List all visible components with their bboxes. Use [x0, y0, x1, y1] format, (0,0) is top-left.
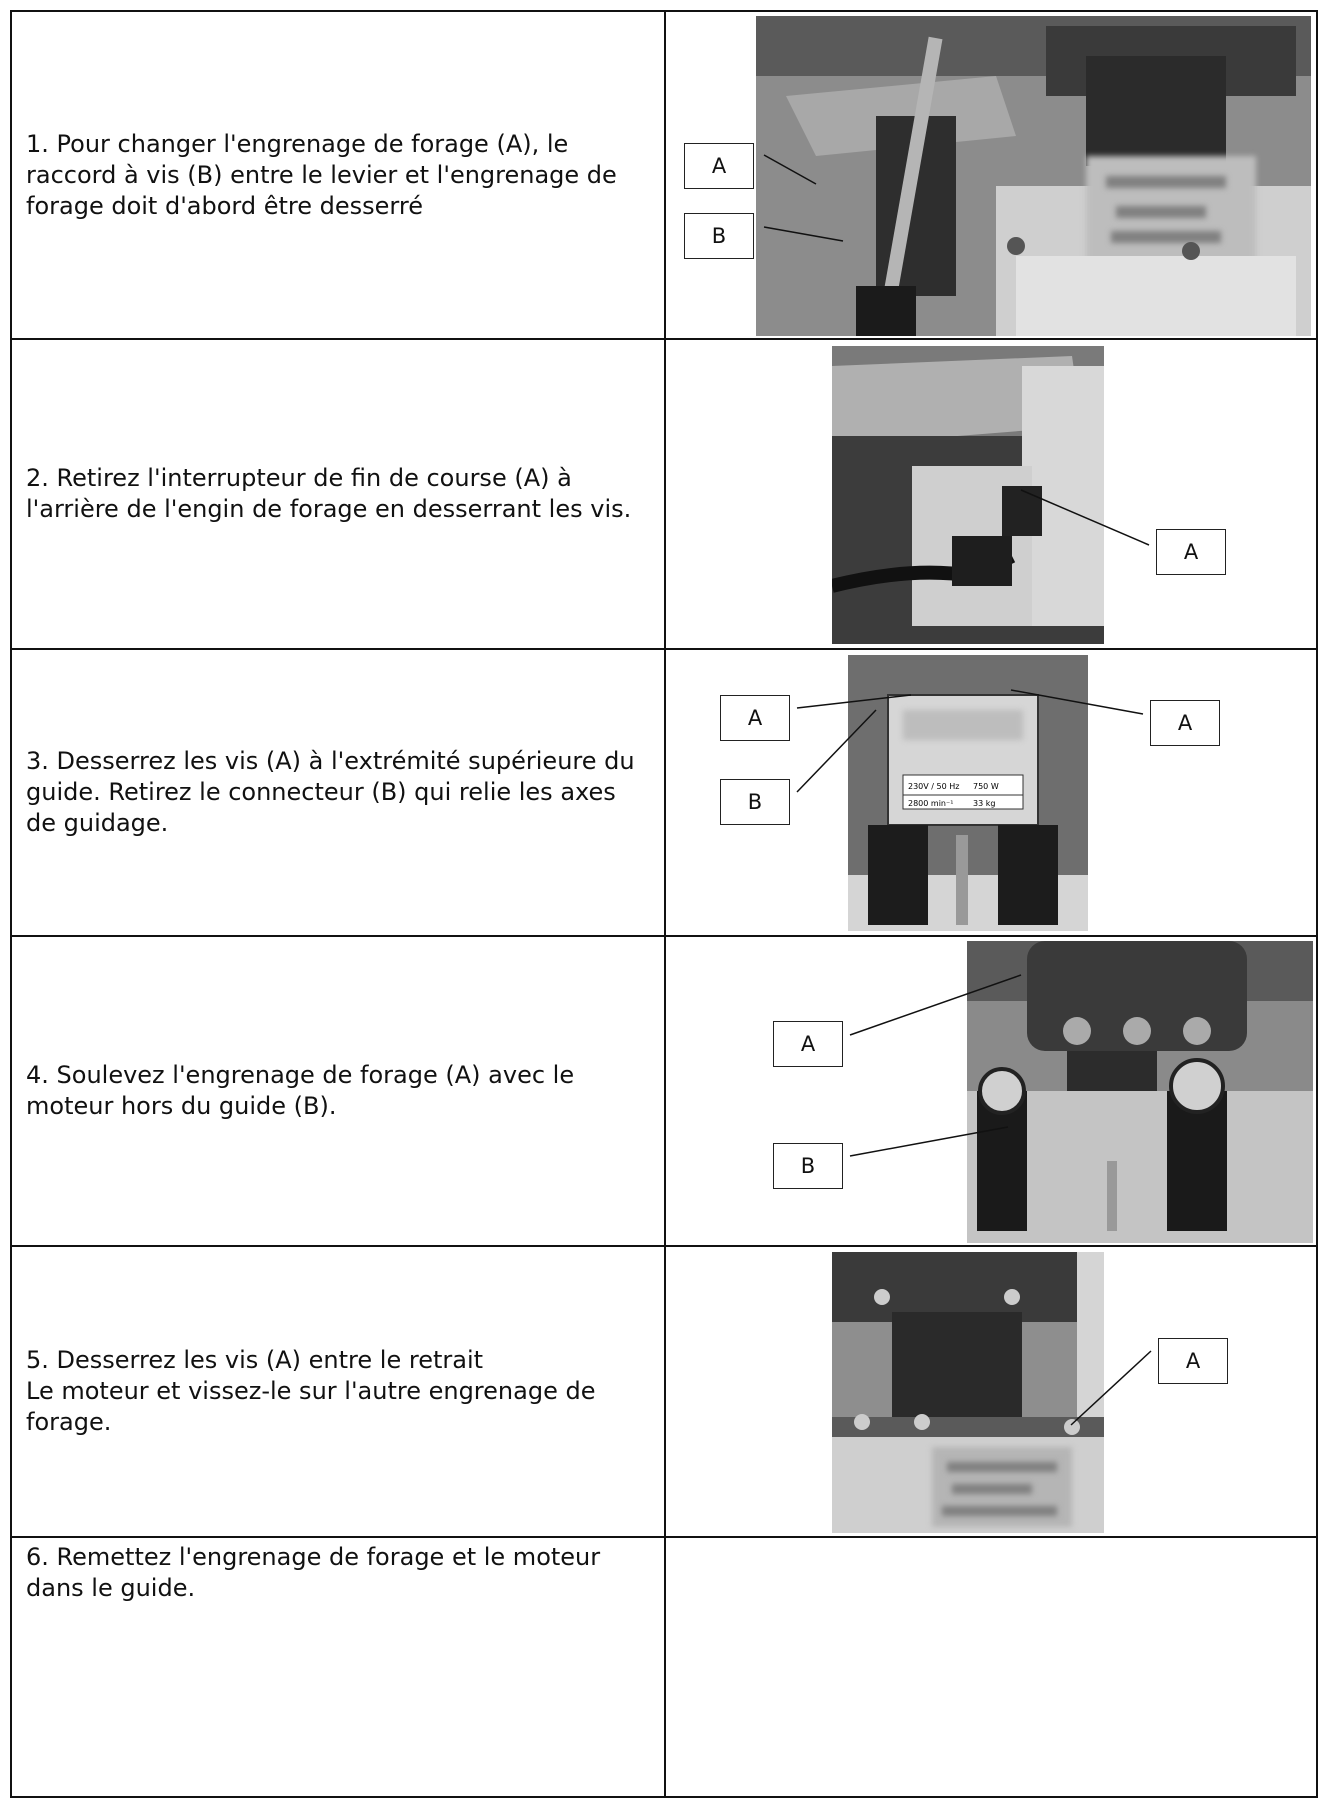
step-1-text: 1. Pour changer l'engrenage de forage (A), le raccord à vis (B) entre le levier et l'engrenage de forage doit d'abord être desserré [26, 129, 617, 220]
callout-label-a: A [1158, 1338, 1228, 1384]
step-image-cell [665, 936, 1317, 1246]
step-row-2 [11, 339, 1317, 649]
step-3-photo [848, 655, 1088, 931]
plate-voltage: 230V / 50 Hz [908, 782, 960, 791]
step-6-text: 6. Remettez l'engrenage de forage et le moteur dans le guide. [26, 1543, 601, 1602]
motor-screws-photo [832, 1252, 1104, 1533]
callout-label-b: B [773, 1143, 843, 1189]
step-row-6 [11, 1537, 1317, 1797]
callout-label-a: A [684, 143, 754, 189]
callout-label-a: A [720, 695, 790, 741]
guide-connector-photo [848, 655, 1088, 931]
step-1-photo [756, 16, 1311, 336]
step-2-text: 2. Retirez l'interrupteur de fin de course (A) à l'arrière de l'engin de forage en desserrant les vis. [26, 464, 632, 523]
callout-label-b: B [720, 779, 790, 825]
callout-label-a-right: A [1150, 700, 1220, 746]
step-text-cell [11, 1537, 665, 1797]
step-text-cell [11, 1246, 665, 1537]
step-text-cell [11, 936, 665, 1246]
step-row-4 [11, 936, 1317, 1246]
step-text-cell [11, 339, 665, 649]
step-row-5 [11, 1246, 1317, 1537]
step-text-cell [11, 11, 665, 339]
step-image-cell [665, 1537, 1317, 1797]
instruction-table [10, 10, 1318, 1798]
step-4-text: 4. Soulevez l'engrenage de forage (A) avec le moteur hors du guide (B). [26, 1061, 575, 1120]
lift-gear-photo [967, 941, 1313, 1243]
callout-label-a: A [1156, 529, 1226, 575]
drill-gear-photo [756, 16, 1311, 336]
plate-speed: 2800 min⁻¹ [908, 799, 954, 808]
step-row-1 [11, 11, 1317, 339]
callout-label-b: B [684, 213, 754, 259]
limit-switch-photo [832, 346, 1104, 644]
step-text-cell [11, 649, 665, 936]
plate-weight: 33 kg [973, 799, 996, 808]
step-2-photo [832, 346, 1104, 644]
step-image-cell [665, 649, 1317, 936]
callout-label-a: A [773, 1021, 843, 1067]
step-5-text: 5. Desserrez les vis (A) entre le retrait Le moteur et vissez-le sur l'autre engrenage de forage. [26, 1346, 596, 1436]
plate-power: 750 W [973, 782, 999, 791]
step-3-text: 3. Desserrez les vis (A) à l'extrémité supérieure du guide. Retirez le connecteur (B) qui relie les axes de guidage. [26, 747, 635, 837]
step-image-cell [665, 339, 1317, 649]
step-row-3 [11, 649, 1317, 936]
step-4-photo [967, 941, 1313, 1243]
step-5-photo [832, 1252, 1104, 1533]
step-image-cell [665, 11, 1317, 339]
step-image-cell [665, 1246, 1317, 1537]
